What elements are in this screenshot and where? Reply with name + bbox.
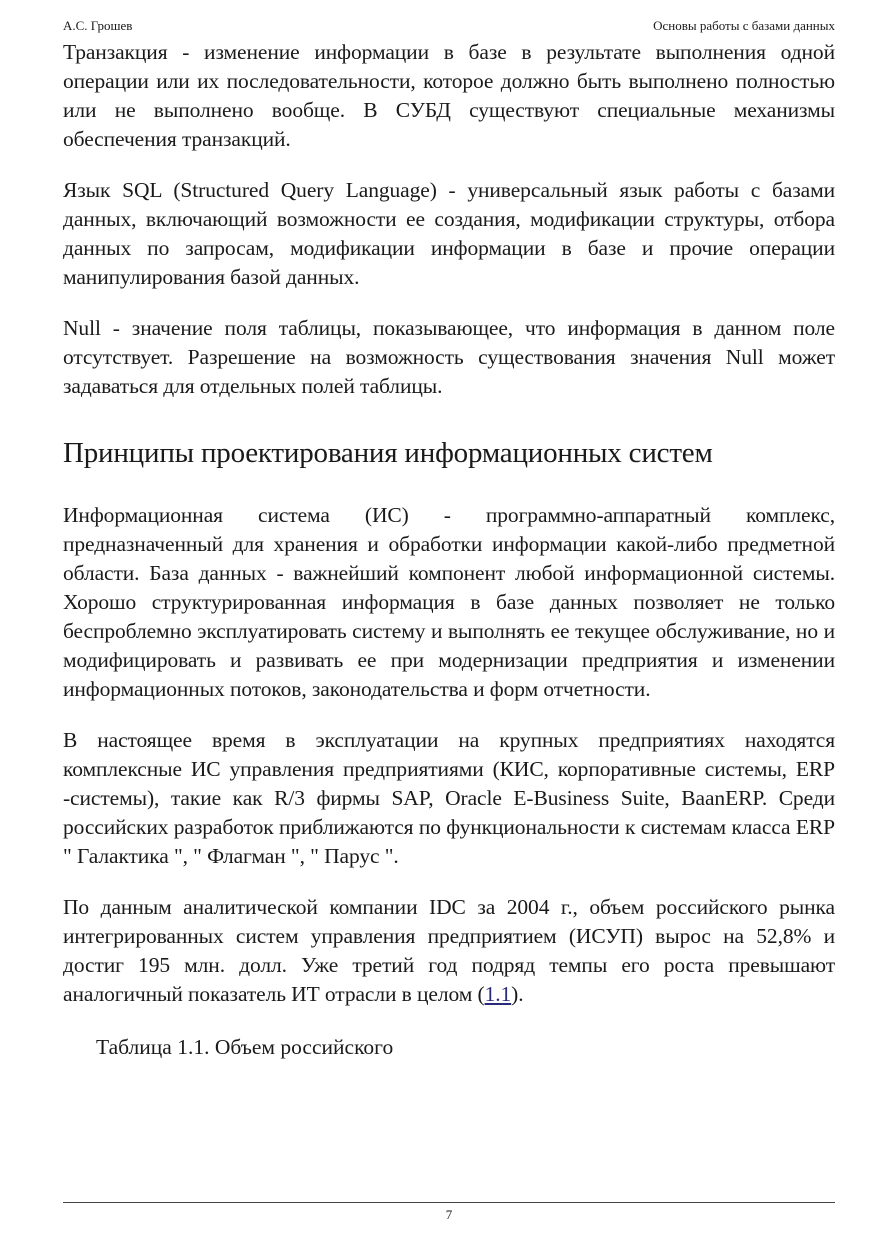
table-reference-link[interactable]: 1.1 <box>484 982 512 1006</box>
footer-divider <box>63 1202 835 1203</box>
paragraph-is-definition: Информационная система (ИС) - программно-аппаратный комплекс, предназначенный для хранения и обработки информации какой-либо предметной области. База данных - важнейший компонент любой информационной системы. Хорошо структурированная информация в базе данных позволяет не только беспроблемно эксплуатировать систему и выполнять ее текущее обслуживание, но и модифицировать и развивать ее при модернизации предприятия и изменении информационных потоков, законодательства и форм отчетности. <box>63 503 835 701</box>
table-caption: Таблица 1.1. Объем российского <box>96 1035 394 1059</box>
idc-text-end: ). <box>511 982 524 1006</box>
paragraph-sql: Язык SQL (Structured Query Language) - универсальный язык работы с базами данных, включающий возможности ее создания, модификации структуры, отбора данных по запросам, модификации информации в базе и прочие операции манипулирования базой данных. <box>63 178 835 289</box>
paragraph-null: Null - значение поля таблицы, показывающее, что информация в данном поле отсутствует. Разрешение на возможность существования значения Null может задаваться для отдельных полей таблицы. <box>63 316 835 398</box>
page-content <box>63 38 835 1062</box>
idc-text: По данным аналитической компании IDC за 2004 г., объем российского рынка интегрированных систем управления предприятием (ИСУП) вырос на 52,8% и достиг 195 млн. долл. Уже третий год подряд темпы его роста превышают аналогичный показатель ИТ отрасли в целом ( <box>63 895 835 1006</box>
header-author: А.С. Грошев <box>63 18 133 33</box>
paragraph-erp: В настоящее время в эксплуатации на крупных предприятиях находятся комплексные ИС управления предприятиями (КИС, корпоративные системы, ERP -системы), такие как R/3 фирмы SAP, Oracle E-Business Suite, BaanERP. Среди российских разработок приближаются по функциональности к системам класса ERP " Галактика ", " Флагман ", " Парус ". <box>63 728 835 868</box>
header-title: Основы работы с базами данных <box>653 18 835 33</box>
paragraph-transaction: Транзакция - изменение информации в базе в результате выполнения одной операции или их последовательности, которое должно быть выполнено полностью или не выполнено вообще. В СУБД существуют специальные механизмы обеспечения транзакций. <box>63 40 835 151</box>
page-number: 7 <box>445 1207 453 1222</box>
page-header <box>63 17 835 35</box>
paragraph-idc <box>63 893 835 1009</box>
section-heading: Принципы проектирования информационных систем <box>63 437 713 469</box>
